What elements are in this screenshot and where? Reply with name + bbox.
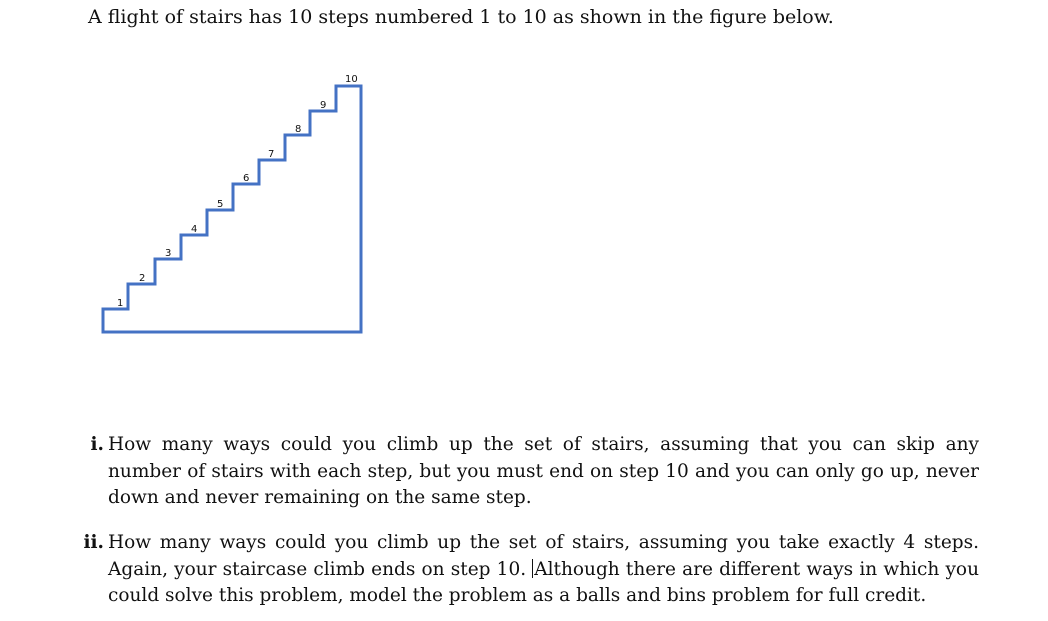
step-label-6: 6 bbox=[243, 173, 250, 184]
step-label-1: 1 bbox=[117, 298, 124, 309]
step-label-5: 5 bbox=[217, 199, 224, 210]
staircase-outline bbox=[103, 86, 361, 332]
step-label-8: 8 bbox=[295, 124, 302, 135]
step-label-7: 7 bbox=[268, 149, 275, 160]
question-ii bbox=[74, 530, 979, 610]
intro-text: A flight of stairs has 10 steps numbered 1 to 10 as shown in the figure below. bbox=[88, 6, 834, 28]
question-i bbox=[74, 432, 979, 512]
step-label-3: 3 bbox=[165, 248, 172, 259]
step-label-2: 2 bbox=[139, 273, 146, 284]
question-text: How many ways could you climb up the set of stairs, assuming that you can skip any number of stairs with each step, but you must end on step 10 and you can only go up, never down and never remaining on the same step. bbox=[108, 434, 979, 508]
step-label-9: 9 bbox=[320, 100, 327, 111]
step-label-4: 4 bbox=[191, 224, 198, 235]
question-number: ii. bbox=[83, 532, 104, 553]
question-text-part-1: How many ways could you climb up the set of stairs, assuming you take exactly 4 steps. Again, your staircase climb ends on step 10. bbox=[108, 532, 979, 580]
question-text[interactable] bbox=[108, 530, 979, 610]
question-number: i. bbox=[90, 434, 104, 455]
step-label-10: 10 bbox=[345, 74, 358, 85]
question-text-part-2: Although there are different ways in which you could solve this problem, model the problem as a balls and bins problem for full credit. bbox=[108, 558, 979, 606]
